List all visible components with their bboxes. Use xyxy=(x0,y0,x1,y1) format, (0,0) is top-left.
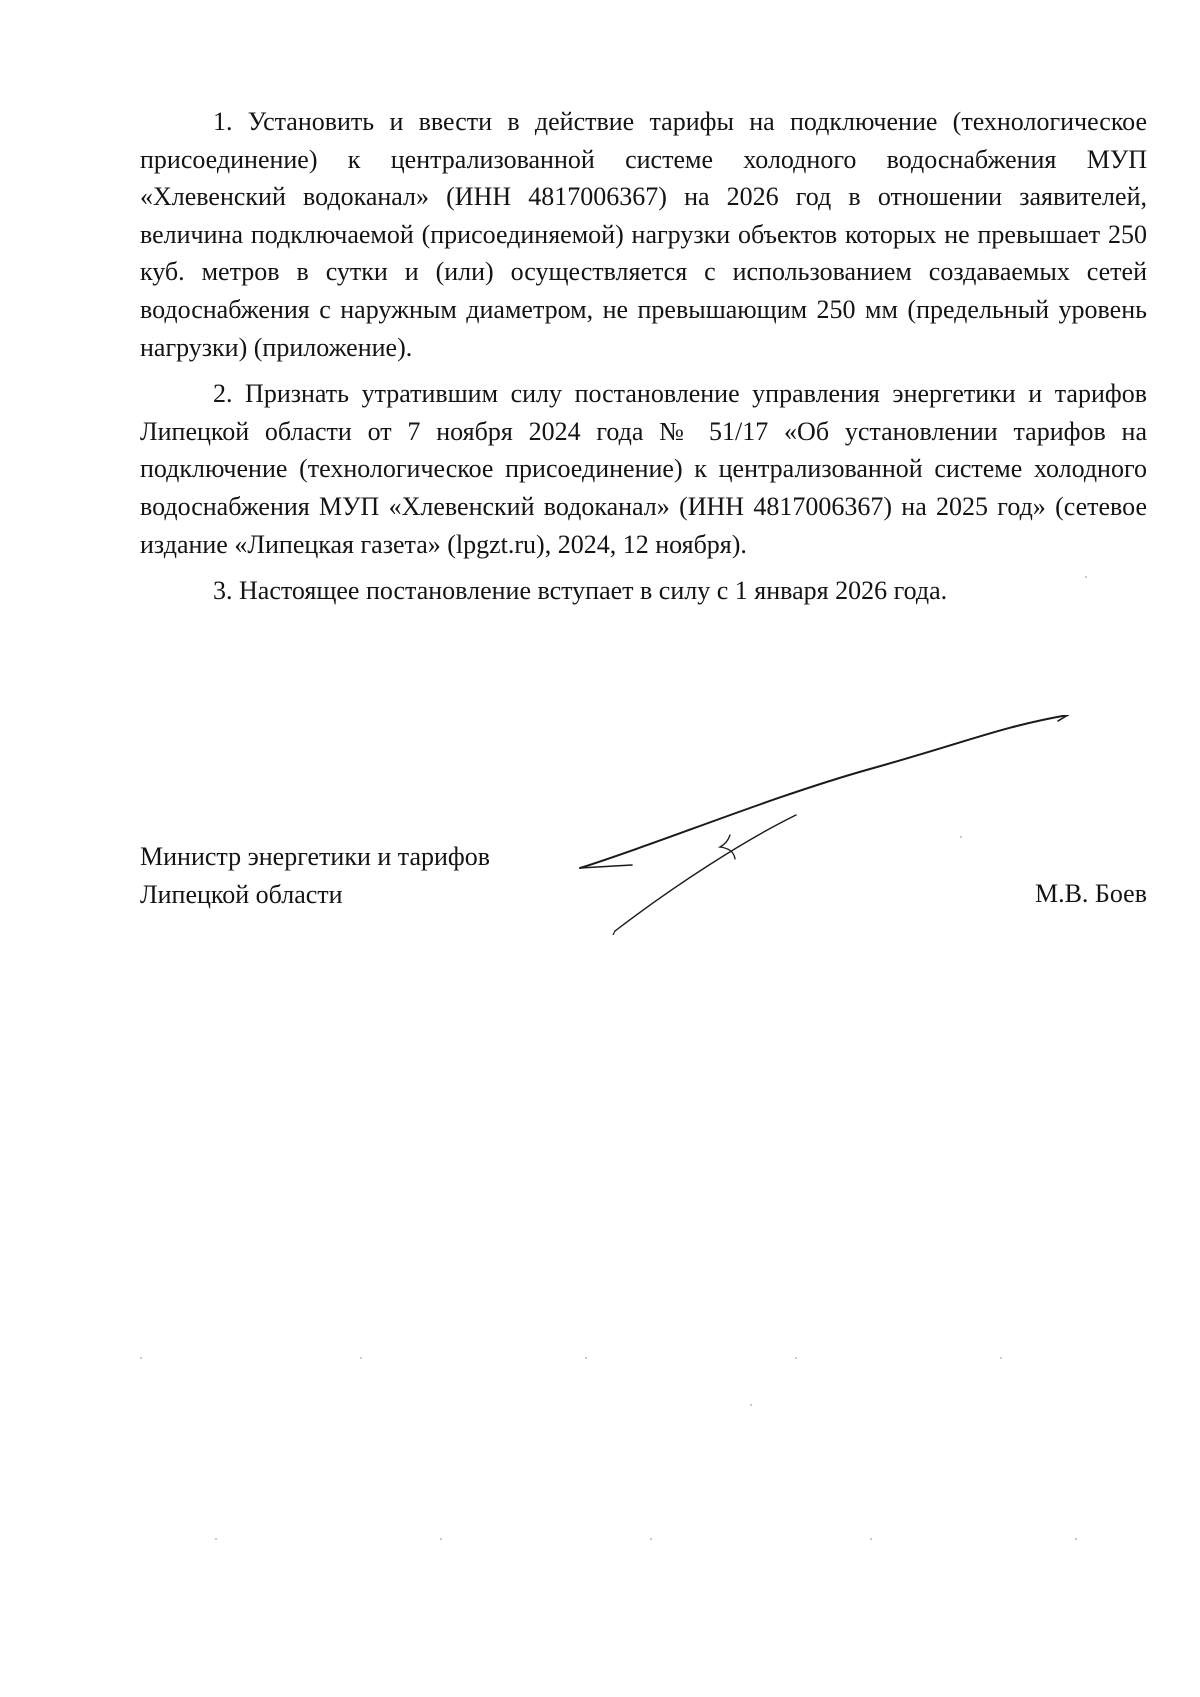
paragraph-1: 1. Установить и ввести в действие тарифы на подключение (технологическое присоединение) к централизованной системе холодного водоснабжения МУП «Хлевенский водоканал» (ИНН 4817006367) на 2026 год в отношении заявителей, величина подключаемой (присоединяемой) нагрузки объектов которых не превышает 250 куб. метров в сутки и (или) осуществляется с использованием создаваемых сетей водоснабжения с наружным диаметром, не превышающим 250 мм (предельный уровень нагрузки) (приложение). xyxy=(140,107,1147,362)
scan-speck xyxy=(360,1357,362,1359)
paragraph-3: 3. Настоящее постановление вступает в силу с 1 января 2026 года. xyxy=(213,576,948,606)
scan-speck xyxy=(750,1404,752,1406)
paragraph-2: 2. Признать утратившим силу постановление управления энергетики и тарифов Липецкой области от 7 ноября 2024 года № 51/17 «Об установлении тарифов на подключение (технологическое присоединение) к централизованной системе холодного водоснабжения МУП «Хлевенский водоканал» (ИНН 4817006367) на 2025 год» (сетевое издание «Липецкая газета» (lpgzt.ru), 2024, 12 ноября). xyxy=(140,379,1147,559)
scan-speck xyxy=(215,1538,217,1540)
scan-speck xyxy=(960,836,962,838)
signatory-title-line-1: Министр энергетики и тарифов xyxy=(140,842,491,871)
scan-speck xyxy=(1075,1538,1077,1540)
scan-speck xyxy=(795,1357,797,1359)
scan-speck xyxy=(440,1538,442,1540)
signer-name: М.В. Боев xyxy=(1034,879,1147,908)
signatory-title xyxy=(140,838,490,913)
scan-speck xyxy=(1000,1357,1002,1359)
scan-speck xyxy=(585,1357,587,1359)
scan-speck xyxy=(870,1538,872,1540)
scan-speck xyxy=(650,1538,652,1540)
handwritten-signature xyxy=(570,715,1080,935)
signatory-title-line-2: Липецкой области xyxy=(140,879,343,909)
document-body xyxy=(140,103,1147,610)
scan-speck xyxy=(1085,576,1087,578)
scan-speck xyxy=(140,1357,142,1359)
